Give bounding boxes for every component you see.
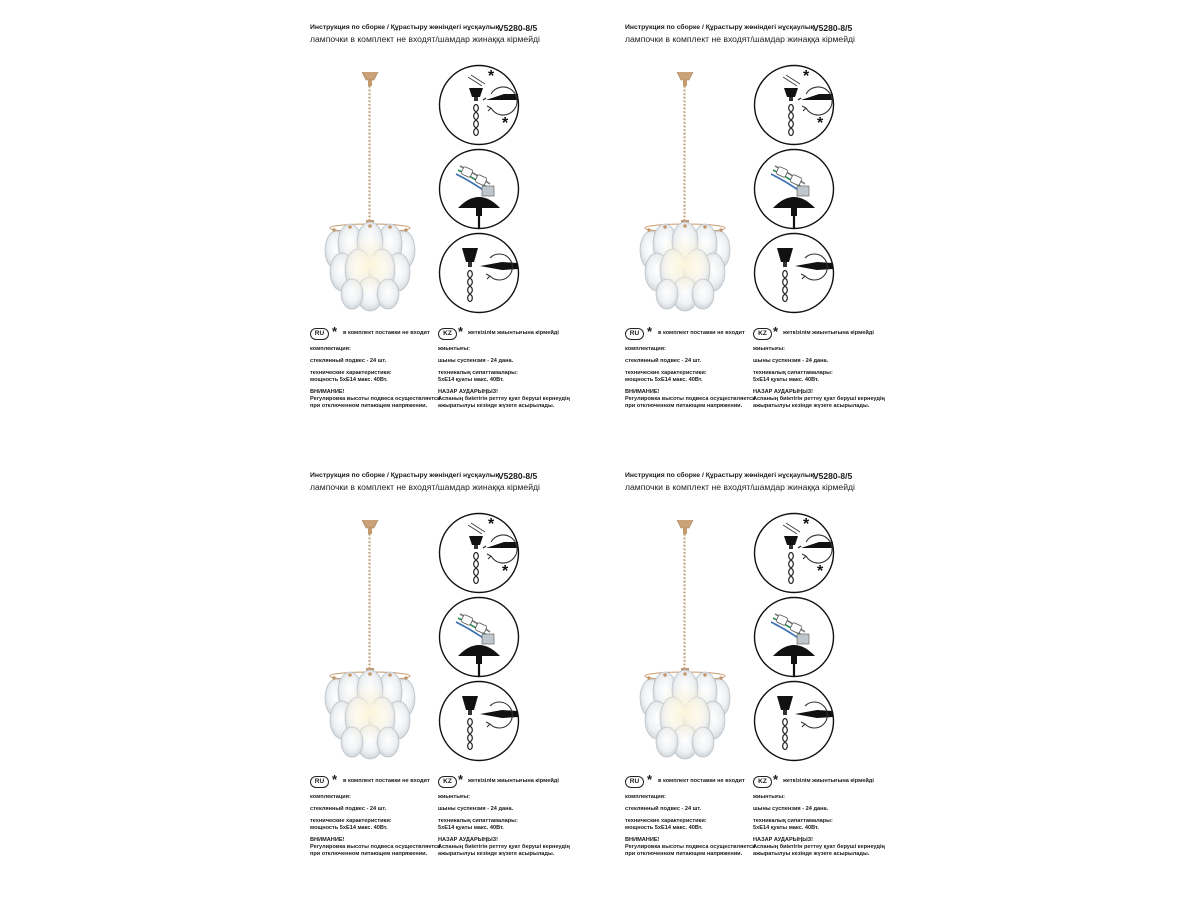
instruction-sheet-4 <box>625 472 925 892</box>
svg-text:*: * <box>502 563 509 580</box>
kz-info-block <box>753 324 888 410</box>
ru-not-included-note: в комплект поставки не входит <box>343 330 430 336</box>
ru-info-block <box>310 772 441 858</box>
kz-info-block <box>438 324 573 410</box>
chandelier-image <box>320 72 420 312</box>
asterisk-icon: * <box>458 772 464 787</box>
ru-kit-heading: комплектация: <box>625 794 666 800</box>
step-attach-canopy-diagram <box>753 680 835 762</box>
ru-info-block <box>625 772 756 858</box>
step-wiring-diagram <box>438 596 520 678</box>
ru-kit-heading: комплектация: <box>310 794 351 800</box>
kz-warning-heading: НАЗАР АУДАРЫҢЫЗ! <box>438 837 499 843</box>
instruction-sheet-3 <box>310 472 610 892</box>
sheet-header <box>625 471 925 492</box>
step-attach-canopy-diagram <box>438 232 520 314</box>
ru-language-badge: RU <box>625 776 644 788</box>
ru-warning-heading: ВНИМАНИЕ! <box>625 837 660 843</box>
ru-warning-line-2: при отключенном питающем напряжении. <box>310 851 428 857</box>
chandelier-image <box>320 520 420 760</box>
kz-warning-line-1: Аспаның биіктігін реттеу қуат беруші кернеудің <box>753 844 885 850</box>
asterisk-icon: * <box>773 324 779 339</box>
kz-language-badge: KZ <box>753 328 772 340</box>
step-detach-canopy-diagram <box>438 64 520 146</box>
kz-specs-value: 5хЕ14 қуаты макс. 40Вт. <box>753 825 819 831</box>
ru-info-block <box>310 324 441 410</box>
kz-specs-heading: техникалық сипаттамалары: <box>753 370 833 376</box>
step-attach-canopy-diagram <box>438 680 520 762</box>
kz-kit-heading: жиынтығы: <box>753 346 786 352</box>
kz-not-included-note: жеткізілім жиынтығына кірмейді <box>468 330 559 336</box>
sheet-header <box>625 23 925 44</box>
ru-specs-heading: технические характеристики: <box>625 370 707 376</box>
kz-kit-heading: жиынтығы: <box>753 794 786 800</box>
model-code: V5280-8/5 <box>498 23 538 33</box>
ru-warning-line-1: Регулировка высоты подвеса осуществляется <box>625 396 756 402</box>
ru-info-block <box>625 324 756 410</box>
kz-warning-line-2: ажыратылуы кезінде жүзеге асырылады. <box>753 403 870 409</box>
asterisk-icon: * <box>332 324 338 339</box>
instruction-sheet-1 <box>310 24 610 444</box>
sheet-title: Инструкция по сборке / Құрастыру жөніндегі нұсқаулық <box>625 24 815 31</box>
ru-specs-value: мощность 5хЕ14 макс. 40Вт. <box>625 377 703 383</box>
ru-language-badge: RU <box>310 776 329 788</box>
ru-warning-line-1: Регулировка высоты подвеса осуществляется <box>310 844 441 850</box>
svg-text:*: * <box>488 68 495 85</box>
kz-language-badge: KZ <box>438 776 457 788</box>
kz-warning-heading: НАЗАР АУДАРЫҢЫЗ! <box>753 389 814 395</box>
ru-specs-heading: технические характеристики: <box>625 818 707 824</box>
kz-kit-item: шыны суспензия - 24 дана. <box>753 806 829 812</box>
model-code: V5280-8/5 <box>813 471 853 481</box>
kz-not-included-note: жеткізілім жиынтығына кірмейді <box>783 330 874 336</box>
kz-warning-line-2: ажыратылуы кезінде жүзеге асырылады. <box>753 851 870 857</box>
asterisk-icon: * <box>332 772 338 787</box>
kz-not-included-note: жеткізілім жиынтығына кірмейді <box>468 778 559 784</box>
ru-warning-line-2: при отключенном питающем напряжении. <box>310 403 428 409</box>
bulbs-note: лампочки в комплект не входят/шамдар жинаққа кірмейді <box>625 482 855 492</box>
kz-kit-heading: жиынтығы: <box>438 346 471 352</box>
bulbs-note: лампочки в комплект не входят/шамдар жинаққа кірмейді <box>310 34 540 44</box>
ru-warning-heading: ВНИМАНИЕ! <box>625 389 660 395</box>
model-code: V5280-8/5 <box>813 23 853 33</box>
asterisk-icon: * <box>647 324 653 339</box>
ru-warning-line-1: Регулировка высоты подвеса осуществляется <box>310 396 441 402</box>
kz-specs-value: 5хЕ14 қуаты макс. 40Вт. <box>753 377 819 383</box>
kz-specs-heading: техникалық сипаттамалары: <box>438 370 518 376</box>
ru-kit-item: стеклянный подвес - 24 шт. <box>625 806 702 812</box>
kz-specs-value: 5хЕ14 қуаты макс. 40Вт. <box>438 825 504 831</box>
step-wiring-diagram <box>438 148 520 230</box>
svg-text:*: * <box>502 115 509 132</box>
chandelier-image <box>635 72 735 312</box>
kz-warning-line-1: Аспаның биіктігін реттеу қуат беруші кернеудің <box>438 844 570 850</box>
kz-kit-item: шыны суспензия - 24 дана. <box>438 806 514 812</box>
step-detach-canopy-diagram <box>753 64 835 146</box>
kz-info-block <box>753 772 888 858</box>
ru-not-included-note: в комплект поставки не входит <box>343 778 430 784</box>
kz-warning-heading: НАЗАР АУДАРЫҢЫЗ! <box>438 389 499 395</box>
sheet-header <box>310 23 610 44</box>
ru-warning-heading: ВНИМАНИЕ! <box>310 837 345 843</box>
sheet-title: Инструкция по сборке / Құрастыру жөніндегі нұсқаулық <box>625 472 815 479</box>
kz-language-badge: KZ <box>753 776 772 788</box>
asterisk-icon: * <box>458 324 464 339</box>
bulbs-note: лампочки в комплект не входят/шамдар жинаққа кірмейді <box>310 482 540 492</box>
asterisk-icon: * <box>773 772 779 787</box>
step-detach-canopy-diagram <box>753 512 835 594</box>
kz-warning-line-2: ажыратылуы кезінде жүзеге асырылады. <box>438 403 555 409</box>
step-wiring-diagram <box>753 148 835 230</box>
ru-kit-heading: комплектация: <box>625 346 666 352</box>
svg-text:*: * <box>803 68 810 85</box>
asterisk-icon: * <box>647 772 653 787</box>
step-detach-canopy-diagram <box>438 512 520 594</box>
ru-warning-line-2: при отключенном питающем напряжении. <box>625 403 743 409</box>
step-attach-canopy-diagram <box>753 232 835 314</box>
svg-text:*: * <box>803 516 810 533</box>
sheet-header <box>310 471 610 492</box>
ru-warning-line-1: Регулировка высоты подвеса осуществляется <box>625 844 756 850</box>
ru-specs-value: мощность 5хЕ14 макс. 40Вт. <box>625 825 703 831</box>
ru-warning-heading: ВНИМАНИЕ! <box>310 389 345 395</box>
kz-warning-heading: НАЗАР АУДАРЫҢЫЗ! <box>753 837 814 843</box>
kz-warning-line-2: ажыратылуы кезінде жүзеге асырылады. <box>438 851 555 857</box>
ru-specs-heading: технические характеристики: <box>310 818 392 824</box>
sheet-title: Инструкция по сборке / Құрастыру жөніндегі нұсқаулық <box>310 24 500 31</box>
kz-kit-heading: жиынтығы: <box>438 794 471 800</box>
svg-text:*: * <box>817 115 824 132</box>
sheet-title: Инструкция по сборке / Құрастыру жөніндегі нұсқаулық <box>310 472 500 479</box>
svg-text:*: * <box>488 516 495 533</box>
kz-warning-line-1: Аспаның биіктігін реттеу қуат беруші кернеудің <box>438 396 570 402</box>
model-code: V5280-8/5 <box>498 471 538 481</box>
ru-specs-value: мощность 5хЕ14 макс. 40Вт. <box>310 377 388 383</box>
step-wiring-diagram <box>753 596 835 678</box>
ru-not-included-note: в комплект поставки не входит <box>658 778 745 784</box>
kz-specs-heading: техникалық сипаттамалары: <box>438 818 518 824</box>
kz-kit-item: шыны суспензия - 24 дана. <box>438 358 514 364</box>
ru-kit-item: стеклянный подвес - 24 шт. <box>625 358 702 364</box>
kz-info-block <box>438 772 573 858</box>
kz-warning-line-1: Аспаның биіктігін реттеу қуат беруші кернеудің <box>753 396 885 402</box>
ru-language-badge: RU <box>625 328 644 340</box>
ru-language-badge: RU <box>310 328 329 340</box>
bulbs-note: лампочки в комплект не входят/шамдар жинаққа кірмейді <box>625 34 855 44</box>
svg-text:*: * <box>817 563 824 580</box>
ru-kit-item: стеклянный подвес - 24 шт. <box>310 358 387 364</box>
ru-kit-item: стеклянный подвес - 24 шт. <box>310 806 387 812</box>
ru-specs-heading: технические характеристики: <box>310 370 392 376</box>
kz-specs-value: 5хЕ14 қуаты макс. 40Вт. <box>438 377 504 383</box>
ru-warning-line-2: при отключенном питающем напряжении. <box>625 851 743 857</box>
kz-specs-heading: техникалық сипаттамалары: <box>753 818 833 824</box>
ru-not-included-note: в комплект поставки не входит <box>658 330 745 336</box>
kz-not-included-note: жеткізілім жиынтығына кірмейді <box>783 778 874 784</box>
instruction-sheet-2 <box>625 24 925 444</box>
chandelier-image <box>635 520 735 760</box>
ru-specs-value: мощность 5хЕ14 макс. 40Вт. <box>310 825 388 831</box>
kz-kit-item: шыны суспензия - 24 дана. <box>753 358 829 364</box>
ru-kit-heading: комплектация: <box>310 346 351 352</box>
kz-language-badge: KZ <box>438 328 457 340</box>
